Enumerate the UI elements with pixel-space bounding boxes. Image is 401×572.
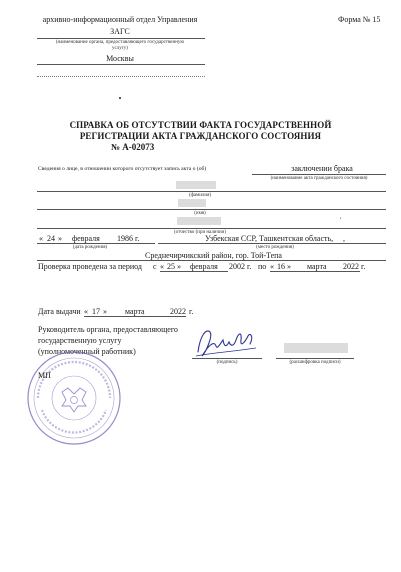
birth-place-underline1	[158, 243, 386, 244]
patronymic-caption: (отчество (при наличии)	[173, 230, 227, 235]
period-from-month: февраля	[190, 262, 218, 271]
official-stamp	[24, 348, 124, 448]
act-type-caption: (наименование акта гражданского состояния)	[270, 176, 368, 181]
org-caption-line1: (наименование органа, предоставляющего государственную	[55, 40, 185, 45]
act-type-underline	[252, 174, 386, 175]
birth-date-caption: (дата рождения)	[72, 245, 108, 250]
org-name-line1: архивно-информационный отдел Управления	[42, 15, 198, 24]
birth-day: 24	[47, 234, 55, 243]
signatory-line1: Руководитель органа, предоставляющего	[38, 325, 178, 334]
birth-day-close-quote: »	[58, 234, 62, 243]
issue-close-quote: »	[103, 307, 107, 316]
org-name-line2: ЗАГС	[110, 27, 130, 36]
redacted-patronymic	[177, 217, 221, 225]
issue-year: 2022	[170, 307, 186, 316]
birth-place-underline2	[37, 260, 386, 261]
org-city: Москвы	[106, 54, 134, 63]
period-to-open-quote: «	[270, 262, 274, 271]
redacted-signatory-name	[284, 343, 348, 353]
birth-place-line2: Среднечирчикский район, гор. Той-Тепа	[145, 251, 282, 260]
period-to-year: 2022 г.	[343, 262, 366, 271]
surname-line	[37, 191, 386, 192]
org-city-underline	[37, 64, 205, 65]
patronymic-line	[37, 228, 386, 229]
issue-day: 17	[92, 307, 100, 316]
ink-dot	[119, 97, 121, 99]
document-title-line2: РЕГИСТРАЦИИ АКТА ГРАЖДАНСКОГО СОСТОЯНИЯ	[79, 131, 322, 141]
birth-year: 1986 г.	[117, 234, 140, 243]
period-from-close-quote: »	[177, 262, 181, 271]
period-from-underline	[160, 271, 228, 272]
signatory-line3: (уполномоченный работник)	[38, 347, 136, 356]
birth-place-caption: (место рождения)	[256, 245, 294, 250]
form-number: Форма № 15	[338, 15, 381, 24]
period-from-word: с	[153, 262, 157, 271]
period-from-day: 25	[167, 262, 175, 271]
signatory-line2: государственную услугу	[38, 336, 122, 345]
birth-place-line1-end: ,	[343, 234, 345, 243]
period-to-underline	[270, 271, 360, 272]
birth-place-line1: Узбекская ССР, Ташкентская область,	[205, 234, 334, 243]
decode-line	[276, 358, 354, 359]
org-blank-line	[37, 76, 205, 77]
period-label: Проверка проведена за период	[38, 262, 142, 271]
intro-label: Сведения о лице, в отношении которого отсутствует запись акта о (об)	[38, 166, 207, 172]
issue-date-underline	[84, 316, 186, 317]
signature-caption: (подпись)	[216, 360, 238, 365]
document-title-line1: СПРАВКА ОБ ОТСУТСТВИИ ФАКТА ГОСУДАРСТВЕННОЙ	[69, 120, 332, 130]
birth-date-underline	[37, 243, 155, 244]
issue-date-label: Дата выдачи	[38, 307, 81, 316]
redacted-name	[178, 199, 206, 207]
period-to-close-quote: »	[287, 262, 291, 271]
redacted-surname	[176, 181, 216, 189]
name-caption: (имя)	[194, 211, 206, 216]
decode-caption: (расшифровка подписи)	[289, 360, 341, 365]
act-type: заключении брака	[291, 164, 353, 173]
name-line	[37, 209, 386, 210]
period-to-day: 16	[277, 262, 285, 271]
birth-month: февраля	[72, 234, 100, 243]
surname-caption: (фамилия)	[188, 193, 212, 198]
stamp-label: МП	[38, 371, 51, 380]
org-underline	[37, 38, 205, 39]
issue-year-suffix: г.	[189, 307, 194, 316]
document-number: № А-02073	[111, 142, 155, 152]
period-from-year: 2002 г.	[229, 262, 252, 271]
stray-comma: ,	[340, 214, 342, 220]
handwritten-signature	[190, 322, 260, 362]
org-caption-line2: услугу)	[112, 46, 128, 51]
period-to-word: по	[258, 262, 267, 271]
issue-month: марта	[125, 307, 145, 316]
period-from-open-quote: «	[160, 262, 164, 271]
period-to-month: марта	[307, 262, 327, 271]
birth-day-open-quote: «	[39, 234, 43, 243]
issue-open-quote: «	[84, 307, 88, 316]
